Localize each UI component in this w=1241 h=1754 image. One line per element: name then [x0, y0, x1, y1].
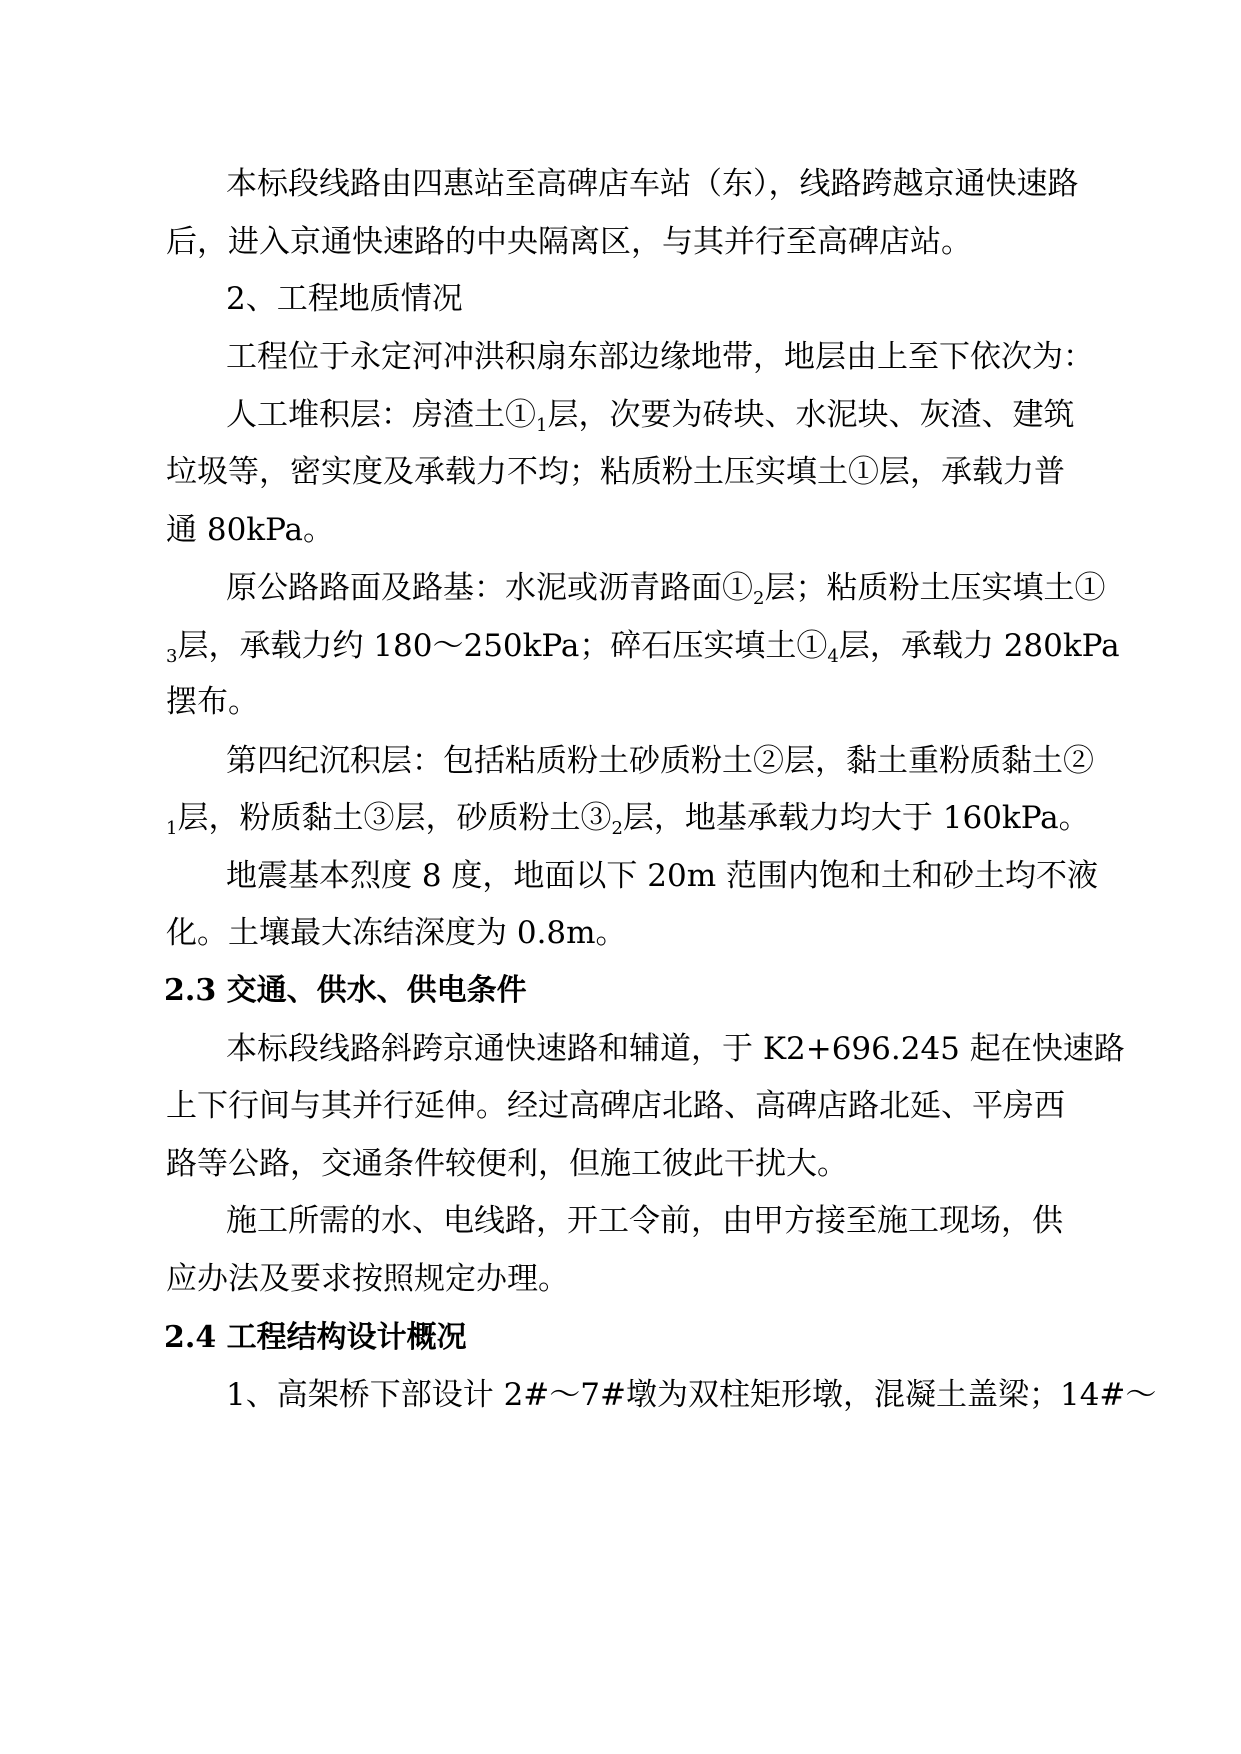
text-run: 层，次要为砖块、水泥块、灰渣、建筑	[547, 397, 1075, 433]
text-run: 原公路路面及路基：水泥或沥青路面①	[226, 570, 753, 606]
subscript: 2	[753, 588, 765, 609]
paragraph-line	[166, 798, 1090, 849]
subscript: 4	[827, 646, 839, 667]
section-heading: 2.4 工程结构设计概况	[164, 1320, 467, 1355]
paragraph-line: 第四纪沉积层：包括粘质粉土砂质粉土②层，黏土重粉质黏土②	[226, 743, 1094, 779]
paragraph-line: 本标段线路由四惠站至高碑店车站（东），线路跨越京通快速路	[226, 166, 1079, 202]
text-run: 层，承载力 280kPa	[838, 628, 1120, 664]
paragraph-line: 垃圾等，密实度及承载力不均；粘质粉土压实填土①层，承载力普	[166, 454, 1065, 490]
paragraph-line: 地震基本烈度 8 度，地面以下 20m 范围内饱和土和砂土均不液	[226, 858, 1098, 894]
paragraph-line	[166, 626, 1120, 677]
paragraph-line: 施工所需的水、电线路，开工令前，由甲方接至施工现场，供	[226, 1203, 1063, 1239]
text-run: 层，粉质黏土③层，砂质粉土③	[177, 800, 612, 836]
paragraph-line: 摆布。	[166, 684, 259, 720]
text-run: 人工堆积层：房渣土①	[226, 397, 536, 433]
text-run: 层；粘质粉土压实填土①	[764, 570, 1106, 606]
paragraph-line: 1、高架桥下部设计 2#～7#墩为双柱矩形墩，混凝土盖梁；14#～	[226, 1377, 1157, 1413]
paragraph-line: 通 80kPa。	[166, 512, 335, 548]
paragraph-line: 后，进入京通快速路的中央隔离区，与其并行至高碑店站。	[166, 224, 972, 260]
section-subtitle: 2、工程地质情况	[226, 281, 463, 317]
paragraph-line: 化。土壤最大冻结深度为 0.8m。	[166, 915, 627, 951]
subscript: 1	[166, 818, 178, 839]
paragraph-line: 上下行间与其并行延伸。经过高碑店北路、高碑店路北延、平房西	[166, 1088, 1065, 1124]
paragraph-line: 应办法及要求按照规定办理。	[166, 1261, 569, 1297]
paragraph-line: 本标段线路斜跨京通快速路和辅道，于 K2+696.245 起在快速路	[226, 1031, 1125, 1067]
text-run: 层，承载力约 180～250kPa；碎石压实填土①	[177, 628, 828, 664]
paragraph-line	[226, 395, 1146, 446]
section-heading: 2.3 交通、供水、供电条件	[164, 973, 527, 1008]
subscript: 3	[166, 646, 178, 667]
subscript: 1	[536, 415, 548, 436]
text-run: 层，地基承载力均大于 160kPa。	[622, 800, 1090, 836]
paragraph-line: 工程位于永定河冲洪积扇东部边缘地带，地层由上至下依次为：	[226, 339, 1094, 375]
paragraph-line	[226, 568, 1146, 619]
subscript: 2	[611, 818, 623, 839]
paragraph-line: 路等公路，交通条件较便利，但施工彼此干扰大。	[166, 1146, 848, 1182]
